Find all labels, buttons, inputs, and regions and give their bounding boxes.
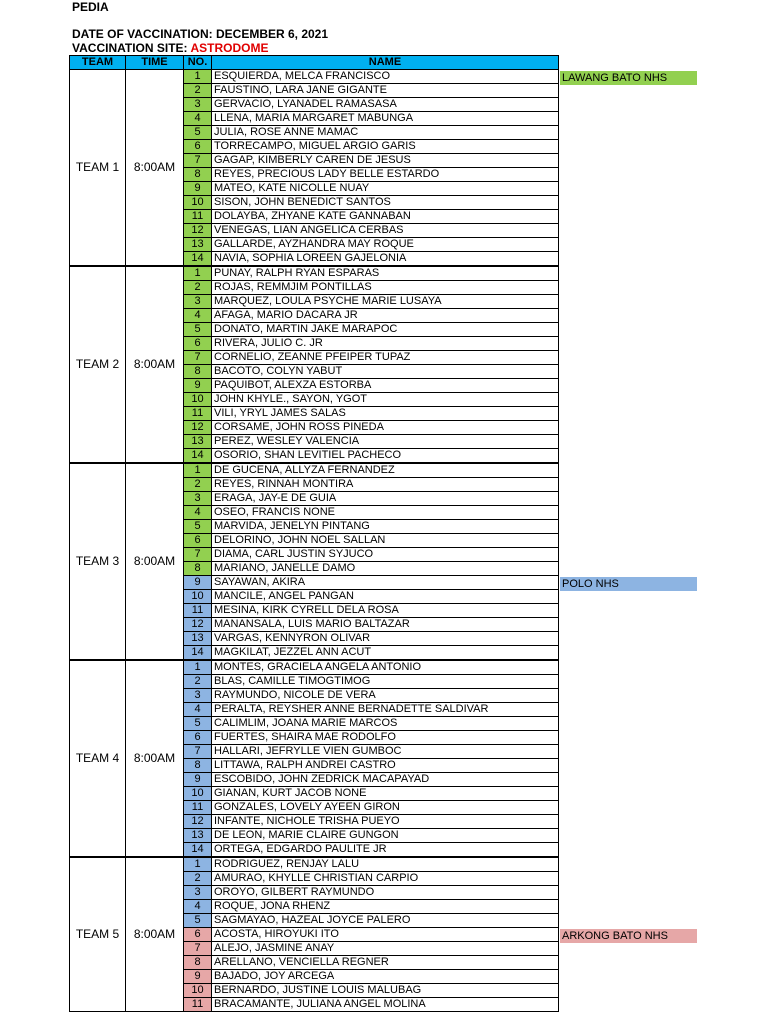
number-cell: 6 (184, 140, 212, 154)
number-cell: 4 (184, 112, 212, 126)
name-cell: JULIA, ROSE ANNE MAMAC (212, 126, 559, 140)
time-cell: 8:00AM (126, 70, 184, 267)
number-cell: 14 (184, 449, 212, 464)
vaccination-site (72, 41, 268, 55)
number-cell: 5 (184, 520, 212, 534)
name-cell: ACOSTA, HIROYUKI ITO (212, 928, 559, 942)
number-cell: 12 (184, 815, 212, 829)
number-cell: 4 (184, 506, 212, 520)
number-cell: 9 (184, 773, 212, 787)
name-cell: REYES, RINNAH MONTIRA (212, 478, 559, 492)
number-cell: 8 (184, 168, 212, 182)
name-cell: ARELLANO, VENCIELLA REGNER (212, 956, 559, 970)
name-cell: HALLARI, JEFRYLLE VIEN GUMBOC (212, 745, 559, 759)
number-cell: 8 (184, 365, 212, 379)
name-cell: ESCOBIDO, JOHN ZEDRICK MACAPAYAD (212, 773, 559, 787)
number-cell: 8 (184, 562, 212, 576)
name-cell: PAQUIBOT, ALEXZA ESTORBA (212, 379, 559, 393)
team-cell: TEAM 3 (70, 463, 126, 660)
number-cell: 11 (184, 998, 212, 1012)
number-cell: 13 (184, 435, 212, 449)
number-cell: 11 (184, 604, 212, 618)
number-cell: 1 (184, 857, 212, 872)
time-header: TIME (126, 56, 184, 70)
number-cell: 11 (184, 407, 212, 421)
name-cell: LITTAWA, RALPH ANDREI CASTRO (212, 759, 559, 773)
header-row (70, 56, 559, 70)
number-cell: 5 (184, 717, 212, 731)
team-cell: TEAM 4 (70, 660, 126, 857)
number-cell: 4 (184, 900, 212, 914)
name-cell: SAGMAYAO, HAZEAL JOYCE PALERO (212, 914, 559, 928)
school-label: LAWANG BATO NHS (560, 71, 697, 85)
name-cell: FAUSTINO, LARA JANE GIGANTE (212, 84, 559, 98)
number-cell: 9 (184, 182, 212, 196)
time-cell: 8:00AM (126, 463, 184, 660)
number-cell: 3 (184, 98, 212, 112)
table-row (70, 857, 559, 872)
name-cell: GALLARDE, AYZHANDRA MAY ROQUE (212, 238, 559, 252)
number-cell: 12 (184, 618, 212, 632)
name-cell: DONATO, MARTIN JAKE MARAPOC (212, 323, 559, 337)
name-cell: FUERTES, SHAIRA MAE RODOLFO (212, 731, 559, 745)
number-cell: 1 (184, 463, 212, 478)
number-cell: 3 (184, 689, 212, 703)
number-cell: 14 (184, 843, 212, 858)
name-cell: MAGKILAT, JEZZEL ANN ACUT (212, 646, 559, 661)
name-cell: ROQUE, JONA RHENZ (212, 900, 559, 914)
team-cell: TEAM 5 (70, 857, 126, 1012)
name-cell: AMURAO, KHYLLE CHRISTIAN CARPIO (212, 872, 559, 886)
name-cell: MANANSALA, LUIS MARIO BALTAZAR (212, 618, 559, 632)
name-header: NAME (212, 56, 559, 70)
number-cell: 10 (184, 590, 212, 604)
number-cell: 8 (184, 956, 212, 970)
number-cell: 13 (184, 829, 212, 843)
number-cell: 3 (184, 295, 212, 309)
vaccination-date: DATE OF VACCINATION: DECEMBER 6, 2021 (72, 27, 329, 41)
number-cell: 13 (184, 632, 212, 646)
number-cell: 5 (184, 126, 212, 140)
name-cell: RIVERA, JULIO C. JR (212, 337, 559, 351)
number-cell: 6 (184, 928, 212, 942)
name-cell: VARGAS, KENNYRON OLIVAR (212, 632, 559, 646)
name-cell: CALIMLIM, JOANA MARIE MARCOS (212, 717, 559, 731)
name-cell: DE LEON, MARIE CLAIRE GUNGON (212, 829, 559, 843)
name-cell: GERVACIO, LYANADEL RAMASASA (212, 98, 559, 112)
name-cell: SISON, JOHN BENEDICT SANTOS (212, 196, 559, 210)
number-cell: 7 (184, 745, 212, 759)
name-cell: DOLAYBA, ZHYANE KATE GANNABAN (212, 210, 559, 224)
number-cell: 6 (184, 337, 212, 351)
name-cell: ORTEGA, EDGARDO PAULITE JR (212, 843, 559, 858)
name-cell: MATEO, KATE NICOLLE NUAY (212, 182, 559, 196)
time-cell: 8:00AM (126, 266, 184, 463)
name-cell: REYES, PRECIOUS LADY BELLE ESTARDO (212, 168, 559, 182)
name-cell: CORSAME, JOHN ROSS PINEDA (212, 421, 559, 435)
number-cell: 5 (184, 323, 212, 337)
number-cell: 2 (184, 675, 212, 689)
name-cell: ERAGA, JAY-E DE GUIA (212, 492, 559, 506)
name-cell: CORNELIO, ZEANNE PFEIPER TUPAZ (212, 351, 559, 365)
name-cell: MARVIDA, JENELYN PINTANG (212, 520, 559, 534)
name-cell: BAJADO, JOY ARCEGA (212, 970, 559, 984)
number-cell: 5 (184, 914, 212, 928)
number-cell: 9 (184, 379, 212, 393)
name-cell: OROYO, GILBERT RAYMUNDO (212, 886, 559, 900)
name-cell: GAGAP, KIMBERLY CAREN DE JESUS (212, 154, 559, 168)
school-label: POLO NHS (560, 577, 697, 591)
name-cell: BERNARDO, JUSTINE LOUIS MALUBAG (212, 984, 559, 998)
number-cell: 8 (184, 759, 212, 773)
number-cell: 9 (184, 970, 212, 984)
number-cell: 1 (184, 266, 212, 281)
name-cell: RAYMUNDO, NICOLE DE VERA (212, 689, 559, 703)
number-cell: 1 (184, 660, 212, 675)
number-cell: 10 (184, 984, 212, 998)
number-cell: 12 (184, 421, 212, 435)
name-cell: MONTES, GRACIELA ANGELA ANTONIO (212, 660, 559, 675)
number-cell: 3 (184, 492, 212, 506)
number-cell: 14 (184, 252, 212, 267)
number-cell: 2 (184, 478, 212, 492)
name-cell: DE GUCENA, ALLYZA FERNANDEZ (212, 463, 559, 478)
number-cell: 6 (184, 534, 212, 548)
name-cell: DIAMA, CARL JUSTIN SYJUCO (212, 548, 559, 562)
number-cell: 7 (184, 154, 212, 168)
name-cell: PUNAY, RALPH RYAN ESPARAS (212, 266, 559, 281)
vaccination-table (69, 55, 559, 1012)
team-cell: TEAM 2 (70, 266, 126, 463)
number-cell: 11 (184, 210, 212, 224)
name-cell: BRACAMANTE, JULIANA ANGEL MOLINA (212, 998, 559, 1012)
team-header: TEAM (70, 56, 126, 70)
document-title: PEDIA (72, 0, 109, 14)
number-cell: 2 (184, 84, 212, 98)
name-cell: PEREZ, WESLEY VALENCIA (212, 435, 559, 449)
table-row (70, 463, 559, 478)
number-cell: 7 (184, 942, 212, 956)
team-cell: TEAM 1 (70, 70, 126, 267)
name-cell: AFAGA, MARIO DACARA JR (212, 309, 559, 323)
name-cell: VILI, YRYL JAMES SALAS (212, 407, 559, 421)
number-cell: 2 (184, 281, 212, 295)
number-cell: 14 (184, 646, 212, 661)
name-cell: SAYAWAN, AKIRA (212, 576, 559, 590)
name-cell: MARQUEZ, LOULA PSYCHE MARIE LUSAYA (212, 295, 559, 309)
name-cell: OSEO, FRANCIS NONE (212, 506, 559, 520)
name-cell: DELORINO, JOHN NOEL SALLAN (212, 534, 559, 548)
name-cell: ALEJO, JASMINE ANAY (212, 942, 559, 956)
name-cell: ESQUIERDA, MELCA FRANCISCO (212, 70, 559, 84)
time-cell: 8:00AM (126, 857, 184, 1012)
time-cell: 8:00AM (126, 660, 184, 857)
name-cell: MANCILE, ANGEL PANGAN (212, 590, 559, 604)
number-cell: 10 (184, 787, 212, 801)
name-cell: TORRECAMPO, MIGUEL ARGIO GARIS (212, 140, 559, 154)
name-cell: OSORIO, SHAN LEVITIEL PACHECO (212, 449, 559, 464)
number-cell: 9 (184, 576, 212, 590)
name-cell: MESINA, KIRK CYRELL DELA ROSA (212, 604, 559, 618)
number-cell: 12 (184, 224, 212, 238)
no-header: NO. (184, 56, 212, 70)
name-cell: RODRIGUEZ, RENJAY LALU (212, 857, 559, 872)
name-cell: GIANAN, KURT JACOB NONE (212, 787, 559, 801)
site-value: ASTRODOME (190, 41, 269, 55)
number-cell: 7 (184, 351, 212, 365)
number-cell: 11 (184, 801, 212, 815)
name-cell: MARIANO, JANELLE DAMO (212, 562, 559, 576)
name-cell: LLENA, MARIA MARGARET MABUNGA (212, 112, 559, 126)
site-label: VACCINATION SITE: (72, 41, 191, 55)
number-cell: 4 (184, 703, 212, 717)
number-cell: 6 (184, 731, 212, 745)
name-cell: JOHN KHYLE., SAYON, YGOT (212, 393, 559, 407)
name-cell: BACOTO, COLYN YABUT (212, 365, 559, 379)
number-cell: 4 (184, 309, 212, 323)
name-cell: GONZALES, LOVELY AYEEN GIRON (212, 801, 559, 815)
number-cell: 1 (184, 70, 212, 84)
number-cell: 3 (184, 886, 212, 900)
table-row (70, 660, 559, 675)
name-cell: PERALTA, REYSHER ANNE BERNADETTE SALDIVAR (212, 703, 559, 717)
name-cell: BLAS, CAMILLE TIMOGTIMOG (212, 675, 559, 689)
school-label: ARKONG BATO NHS (560, 929, 697, 943)
table-row (70, 70, 559, 84)
name-cell: INFANTE, NICHOLE TRISHA PUEYO (212, 815, 559, 829)
name-cell: VENEGAS, LIAN ANGELICA CERBAS (212, 224, 559, 238)
number-cell: 10 (184, 393, 212, 407)
number-cell: 10 (184, 196, 212, 210)
name-cell: ROJAS, REMMJIM PONTILLAS (212, 281, 559, 295)
table-row (70, 266, 559, 281)
number-cell: 2 (184, 872, 212, 886)
name-cell: NAVIA, SOPHIA LOREEN GAJELONIA (212, 252, 559, 267)
number-cell: 7 (184, 548, 212, 562)
number-cell: 13 (184, 238, 212, 252)
